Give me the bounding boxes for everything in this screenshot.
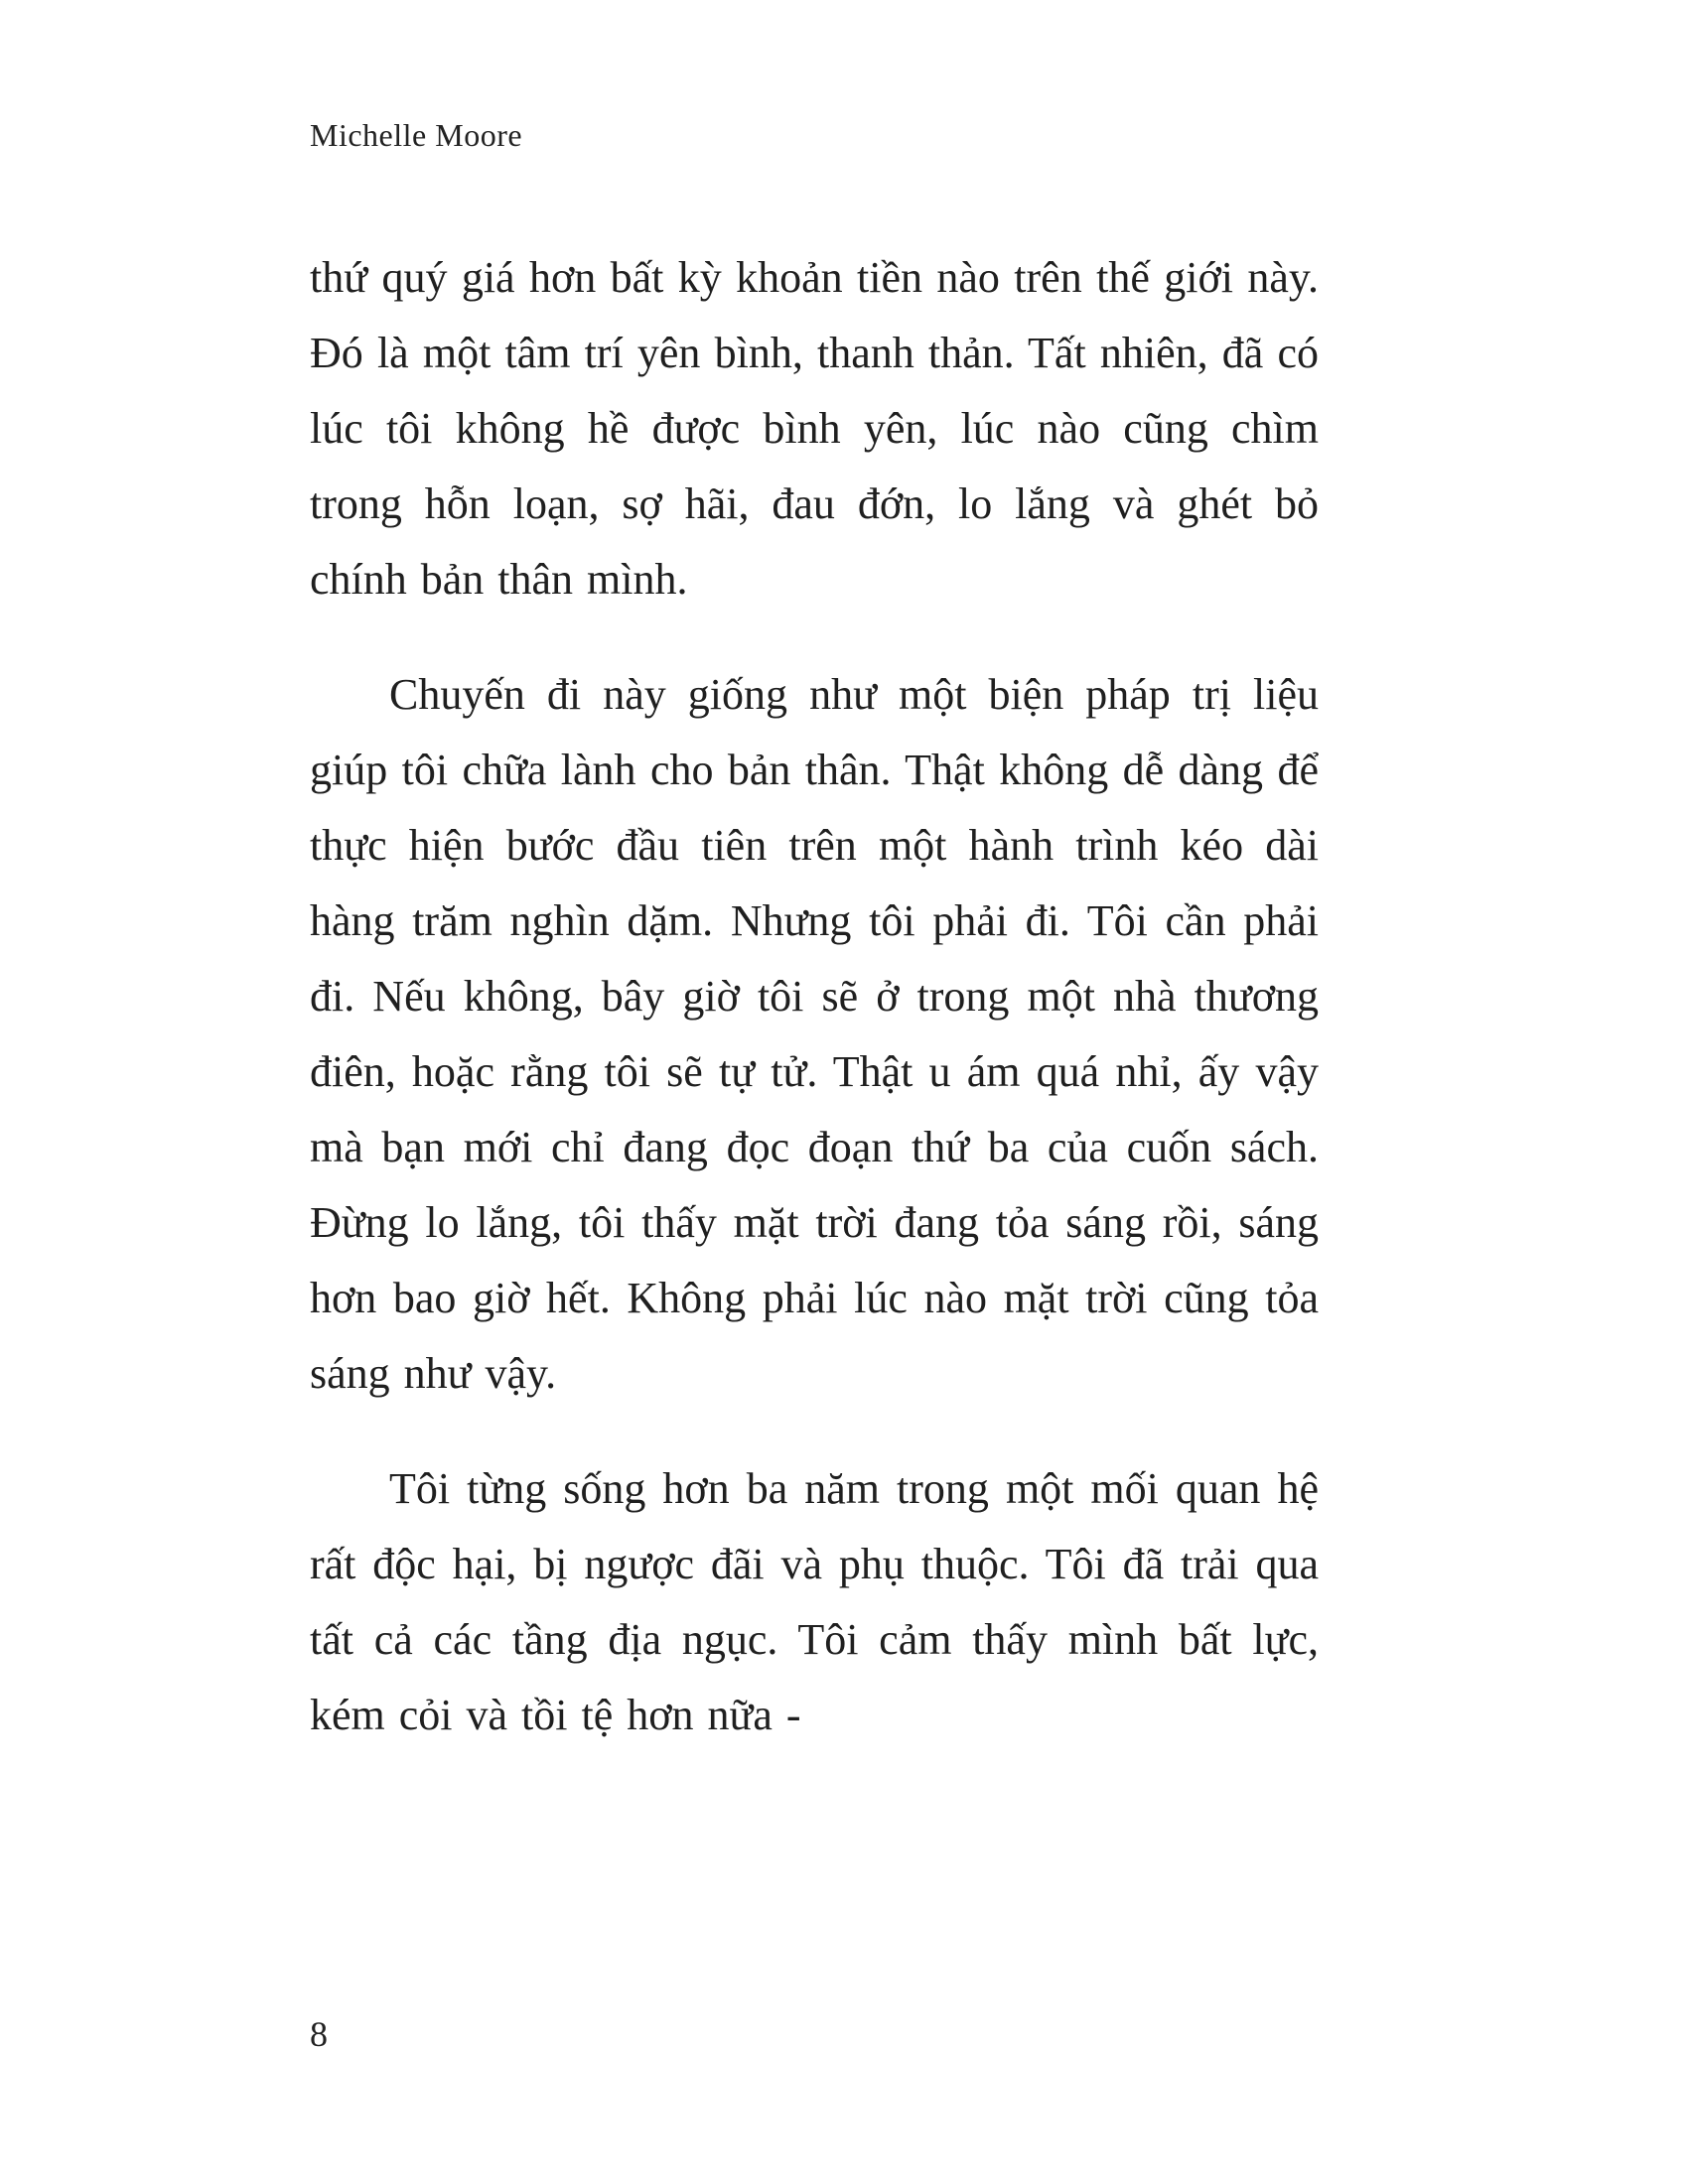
body-paragraph: thứ quý giá hơn bất kỳ khoản tiền nào trên thế giới này. Đó là một tâm trí yên bình, thanh thản. Tất nhiên, đã có lúc tôi không hề được bình yên, lúc nào cũng chìm trong hỗn loạn, sợ hãi, đau đớn, lo lắng và ghét bỏ chính bản thân mình.: [310, 253, 1319, 604]
body-paragraph: Tôi từng sống hơn ba năm trong một mối quan hệ rất độc hại, bị ngược đãi và phụ thuộc. Tôi đã trải qua tất cả các tầng địa ngục. Tôi cảm thấy mình bất lực, kém cỏi và tồi tệ hơn nữa -: [310, 1464, 1319, 1739]
running-header-author: Michelle Moore: [310, 117, 523, 153]
body-text-block: [310, 240, 1319, 1793]
body-paragraph: Chuyến đi này giống như một biện pháp trị liệu giúp tôi chữa lành cho bản thân. Thật không dễ dàng để thực hiện bước đầu tiên trên một hành trình kéo dài hàng trăm nghìn dặm. Nhưng tôi phải đi. Tôi cần phải đi. Nếu không, bây giờ tôi sẽ ở trong một nhà thương điên, hoặc rằng tôi sẽ tự tử. Thật u ám quá nhỉ, ấy vậy mà bạn mới chỉ đang đọc đoạn thứ ba của cuốn sách. Đừng lo lắng, tôi thấy mặt trời đang tỏa sáng rồi, sáng hơn bao giờ hết. Không phải lúc nào mặt trời cũng tỏa sáng như vậy.: [310, 670, 1319, 1398]
page-number: 8: [310, 2014, 328, 2054]
